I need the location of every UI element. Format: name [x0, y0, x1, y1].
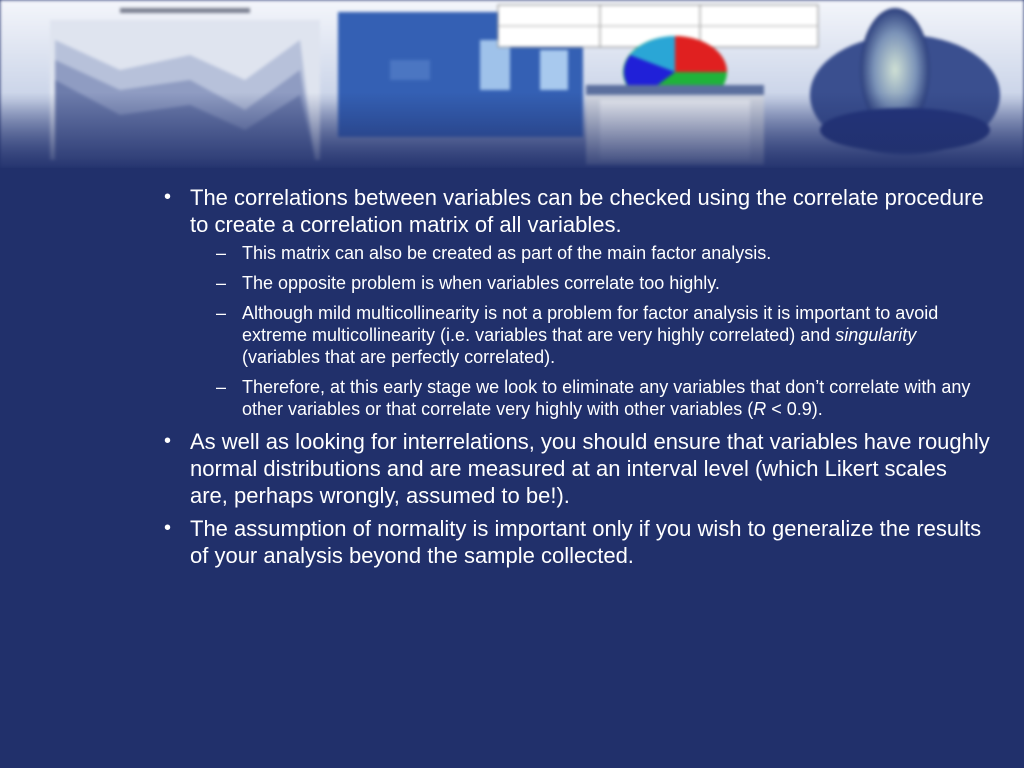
bullet-item [160, 428, 990, 509]
sub-bullet-item [190, 242, 990, 264]
bullet-glyph: • [164, 517, 172, 539]
sub-bullet-text: This matrix can also be created as part of the main factor analysis. [242, 243, 772, 263]
sub-bullet-item [190, 302, 990, 368]
dash-glyph: – [216, 377, 227, 397]
dash-glyph: – [216, 243, 227, 263]
sub-bullet-text-part: (variables that are perfectly correlated). [242, 347, 556, 367]
sub-bullet-text-part: < 0.9). [766, 399, 823, 419]
dash-glyph: – [216, 273, 227, 293]
sub-bullet-item [190, 376, 990, 420]
dash-glyph: – [216, 303, 227, 323]
sub-bullet-text: The opposite problem is when variables correlate too highly. [242, 273, 720, 293]
bullet-glyph: • [164, 430, 172, 452]
bullet-text: The correlations between variables can be checked using the correlate procedure to create a correlation matrix of all variables. [190, 185, 984, 237]
bullet-item [160, 515, 990, 569]
slide-content [160, 184, 990, 575]
sub-bullet-list [190, 242, 990, 420]
sub-bullet-text-part: Although mild multicollinearity is not a problem for factor analysis it is important to avoid extreme multicollinearity (i.e. variables that are very highly correlated) and [242, 303, 939, 345]
bullet-text: As well as looking for interrelations, you should ensure that variables have roughly normal distributions and are measured at an interval level (which Likert scales are, perhaps wrongly, assumed to be!). [190, 429, 990, 508]
header-banner-image [0, 0, 1024, 168]
italic-term: R [753, 399, 767, 419]
bullet-text: The assumption of normality is important only if you wish to generalize the results of your analysis beyond the sample collected. [190, 516, 982, 568]
banner-fade-overlay [0, 0, 1024, 168]
bullet-list [160, 184, 990, 569]
sub-bullet-item [190, 272, 990, 294]
sub-bullet-text-part: Therefore, at this early stage we look to eliminate any variables that don’t correlate with any other variables or that correlate very highly with other variables ( [242, 377, 971, 419]
bullet-item [160, 184, 990, 420]
italic-term: singularity [835, 325, 917, 345]
bullet-glyph: • [164, 186, 172, 208]
